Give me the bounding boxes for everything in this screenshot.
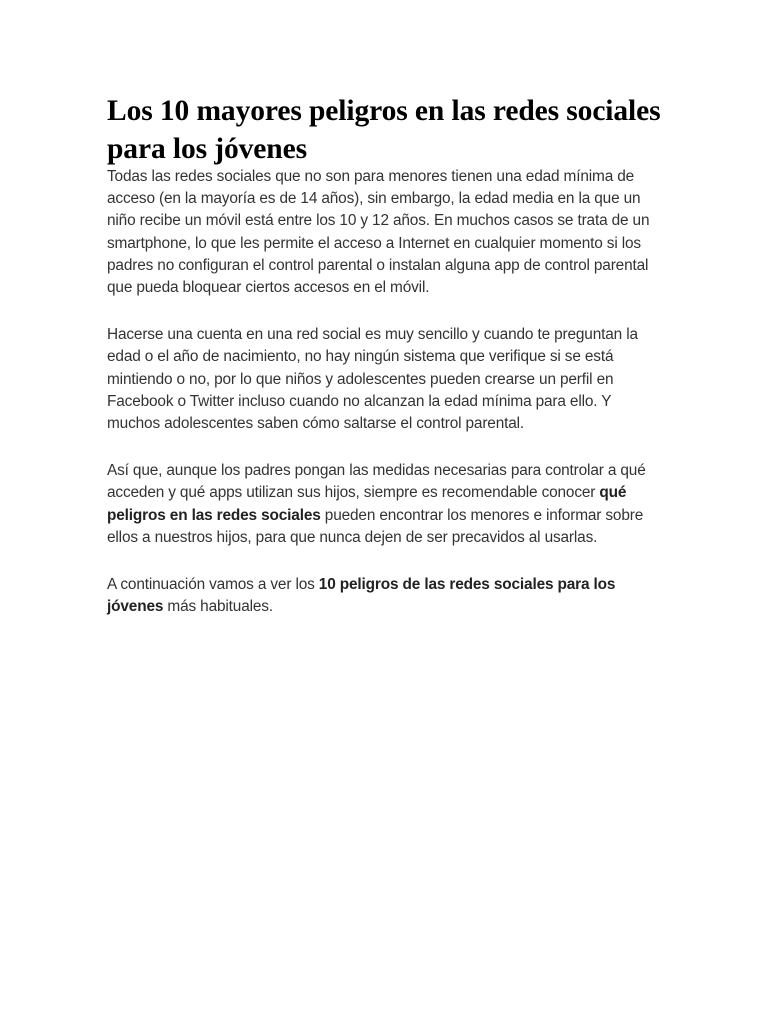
article-title: Los 10 mayores peligros en las redes sociales para los jóvenes xyxy=(107,95,661,165)
paragraph-3 xyxy=(107,460,667,549)
document-page xyxy=(107,92,667,643)
paragraph-4-text-start: A continuación vamos a ver los xyxy=(107,576,319,594)
paragraph-4-text-end: más habituales. xyxy=(163,598,273,616)
paragraph-3-bold-phrase: qué peligros en las redes sociales xyxy=(107,484,627,524)
paragraph-3-text-start: Así que, aunque los padres pongan las medidas necesarias para controlar a qué acceden y qué apps utilizan sus hijos, siempre es recomendable conocer xyxy=(107,462,646,502)
paragraph-2: Hacerse una cuenta en una red social es muy sencillo y cuando te preguntan la edad o el año de nacimiento, no hay ningún sistema que verifique si se está mintiendo o no, por lo que niños y adolescentes pueden crearse un perfil en Facebook o Twitter incluso cuando no alcanzan la edad mínima para ello. Y muchos adolescentes saben cómo saltarse el control parental. xyxy=(107,326,638,433)
paragraph-1: Todas las redes sociales que no son para menores tienen una edad mínima de acceso (en la mayoría es de 14 años), sin embargo, la edad media en la que un niño recibe un móvil está entre los 10 y 12 años. En muchos casos se trata de un smartphone, lo que les permite el acceso a Internet en cualquier momento si los padres no configuran el control parental o instalan alguna app de control parental que pueda bloquear ciertos accesos en el móvil. xyxy=(107,168,650,297)
paragraph-4-bold-phrase: 10 peligros de las redes sociales para los jóvenes xyxy=(107,576,616,616)
paragraph-4 xyxy=(107,574,667,618)
paragraph-3-text-end: pueden encontrar los menores e informar sobre ellos a nuestros hijos, para que nunca dejen de ser precavidos al usarlas. xyxy=(107,506,644,546)
